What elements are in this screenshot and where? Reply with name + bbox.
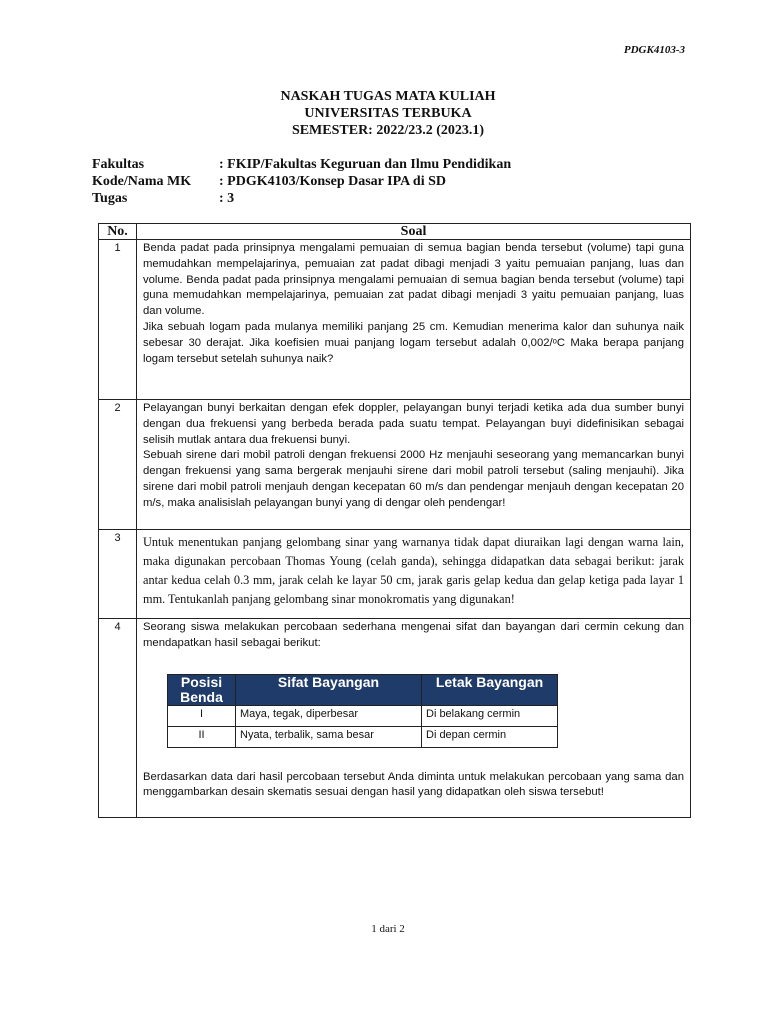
meta-value: : FKIP/Fakultas Keguruan dan Ilmu Pendidikan: [219, 157, 512, 172]
results-header-row: [168, 674, 558, 705]
question-paragraph: Benda padat pada prinsipnya mengalami pemuaian di semua bagian benda tersebut (volume) tapi guna memudahkan mempelajarinya, pemuaian zat padat dibagi menjadi 3 yaitu pemuaian panjang, luas dan volume. Benda padat pada prinsipnya mengalami pemuaian di semua bagian benda tersebut (volume) tapi guna memudahkan mempelajarinya, pemuaian zat padat dibagi menjadi 3 yaitu pemuaian panjang, luas dan volume.: [143, 242, 684, 318]
question-number: 3: [99, 530, 137, 619]
meta-row-faculty: [92, 156, 511, 173]
meta-value: : 3: [219, 191, 235, 206]
question-number: 4: [99, 619, 137, 818]
question-number: 2: [99, 400, 137, 530]
results-table: [167, 674, 558, 748]
results-cell: Di belakang cermin: [422, 705, 558, 726]
question-row: [99, 530, 691, 619]
results-header: Letak Bayangan: [422, 674, 558, 705]
question-number: 1: [99, 240, 137, 400]
meta-row-task: [92, 190, 511, 207]
title-line: SEMESTER: 2022/23.2 (2023.1): [291, 123, 485, 138]
results-row: [168, 726, 558, 747]
header-soal: Soal: [137, 224, 691, 240]
table-header-row: [99, 224, 691, 240]
question-row: [99, 240, 691, 400]
header-no: No.: [99, 224, 137, 240]
question-row: [99, 400, 691, 530]
meta-key: Tugas: [92, 191, 128, 206]
question-paragraph: Sebuah sirene dari mobil patroli dengan frekuensi 2000 Hz menjauhi seseorang yang memancarkan bunyi dengan frekuensi yang sama bergerak menjauhi sirene dari mobil patroli tersebut (saling menjauhi). Jika sirene dari mobil patroli menjauh dengan kecepatan 60 m/s dan pendengar menjauh dengan kecepatan 20 m/s, maka analisislah pelayangan bunyi yang di dengar oleh pendengar!: [143, 449, 684, 509]
meta-key: Fakultas: [92, 157, 145, 172]
questions-table: [98, 223, 691, 818]
question-paragraph: Jika sebuah logam pada mulanya memiliki panjang 25 cm. Kemudian menerima kalor dan suhunya naik sebesar 30 derajat. Jika koefisien muai panjang logam tersebut adalah 0,002/ᵒC Maka berapa panjang logam tersebut setelah suhunya naik?: [143, 320, 684, 365]
results-cell: Nyata, terbalik, sama besar: [236, 726, 422, 747]
page-number: 1 dari 2: [371, 923, 405, 935]
question-text: [137, 240, 691, 400]
title-line: UNIVERSITAS TERBUKA: [304, 106, 472, 121]
question-row: [99, 619, 691, 818]
question-intro: Seorang siswa melakukan percobaan sederhana mengenai sifat dan bayangan dari cermin cekung dan mendapatkan hasil sebagai berikut:: [143, 621, 684, 649]
results-header: Posisi Benda: [168, 674, 236, 705]
course-info: [92, 156, 511, 207]
results-cell: Di depan cermin: [422, 726, 558, 747]
document-title: [0, 88, 768, 139]
results-cell: I: [168, 705, 236, 726]
results-header: Sifat Bayangan: [236, 674, 422, 705]
meta-value: : PDGK4103/Konsep Dasar IPA di SD: [219, 174, 447, 189]
results-cell: Maya, tegak, diperbesar: [236, 705, 422, 726]
question-text: [137, 530, 691, 619]
question-text: [137, 619, 691, 818]
meta-row-course: [92, 173, 511, 190]
title-line: NASKAH TUGAS MATA KULIAH: [280, 89, 496, 104]
results-cell: II: [168, 726, 236, 747]
results-row: [168, 705, 558, 726]
meta-key: Kode/Nama MK: [92, 174, 192, 189]
question-paragraph: Untuk menentukan panjang gelombang sinar yang warnanya tidak dapat diuraikan lagi dengan warna lain, maka digunakan percobaan Thomas Young (celah ganda), sehingga didapatkan data sebagai berikut: jarak antar kedua celah 0.3 mm, jarak celah ke layar 50 cm, jarak garis gelap kedua dan gelap ketiga pada layar 1 mm. Tentukanlah panjang gelombang sinar monokromatis yang digunakan!: [143, 535, 684, 606]
question-closing: Berdasarkan data dari hasil percobaan tersebut Anda diminta untuk melakukan percobaan yang sama dan menggambarkan desain skematis sesuai dengan hasil yang didapatkan oleh siswa tersebut!: [143, 770, 684, 799]
question-text: [137, 400, 691, 530]
document-code: PDGK4103-3: [623, 44, 685, 56]
question-paragraph: Pelayangan bunyi berkaitan dengan efek doppler, pelayangan bunyi terjadi ketika ada dua sumber bunyi dengan dua frekuensi yang berbeda berada pada suatu tempat. Pelayangan buyi didefinisikan sebagai selisih mutlak antara dua frekuensi bunyi.: [143, 402, 684, 446]
